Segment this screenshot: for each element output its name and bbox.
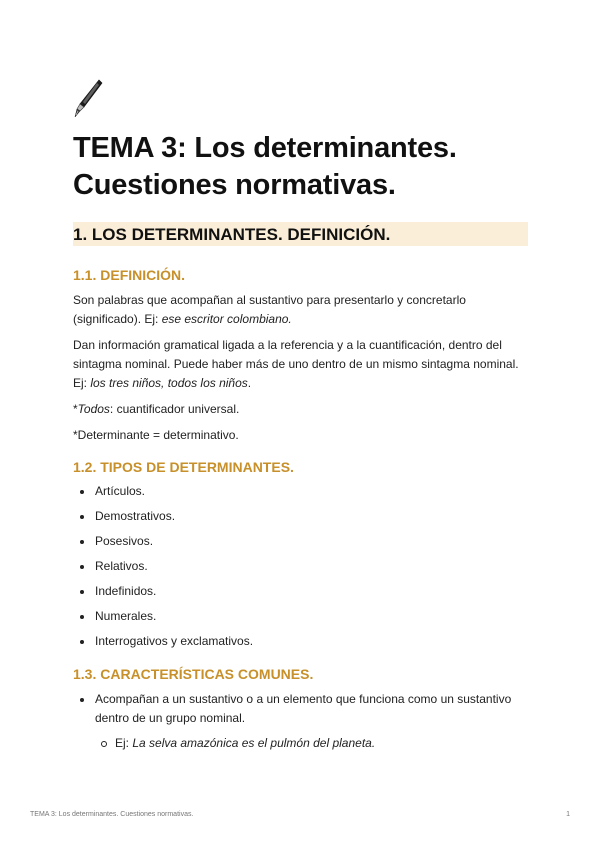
- page-content: [73, 78, 528, 753]
- subsection-heading-definicion: 1.1. DEFINICIÓN.: [73, 267, 186, 283]
- definition-paragraph-2: [73, 336, 528, 393]
- title-line-1: TEMA 3: Los determinantes.: [73, 132, 457, 164]
- list-item: Acompañan a un sustantivo o a un elemento que funciona como un sustantivo dentro de un grupo nominal.: [73, 690, 528, 728]
- title-line-2: Cuestiones normativas.: [73, 169, 396, 201]
- list-item: Artículos.: [73, 482, 528, 501]
- pen-icon: [73, 78, 103, 120]
- paragraph-end: .: [247, 376, 252, 390]
- sub-list-item: [73, 734, 528, 753]
- subsection-heading-caracteristicas: 1.3. CARACTERÍSTICAS COMUNES.: [73, 666, 314, 682]
- note-prefix: *: [73, 402, 78, 416]
- section-heading: 1. LOS DETERMINANTES. DEFINICIÓN.: [73, 222, 528, 246]
- page-footer: [30, 811, 570, 818]
- example-text: ese escritor colombiano.: [161, 312, 292, 326]
- note-emphasis: Todos: [77, 402, 110, 416]
- page-title: [73, 130, 528, 204]
- paragraph-text: Dan información gramatical ligada a la referencia y a la cuantificación, dentro del sintagma nominal. Puede haber más de uno dentro de un mismo sintagma nominal. Ej:: [73, 338, 519, 390]
- example-text: los tres niños, todos los niños: [90, 376, 248, 390]
- footer-title: TEMA 3: Los determinantes. Cuestiones normativas.: [30, 811, 194, 818]
- subsection-heading-tipos: 1.2. TIPOS DE DETERMINANTES.: [73, 459, 294, 475]
- list-item: Indefinidos.: [73, 582, 528, 601]
- page-number: 1: [566, 811, 570, 818]
- list-item: Demostrativos.: [73, 507, 528, 526]
- characteristics-sublist: [73, 734, 528, 753]
- example-prefix: Ej:: [115, 736, 133, 750]
- paragraph-text: Son palabras que acompañan al sustantivo para presentarlo y concretarlo (significado). Ej:: [73, 293, 466, 326]
- note-determinativo: *Determinante = determinativo.: [73, 428, 239, 442]
- note-text: : cuantificador universal.: [109, 402, 240, 416]
- definition-paragraph-1: [73, 291, 528, 329]
- list-item: Interrogativos y exclamativos.: [73, 632, 528, 651]
- list-item: Numerales.: [73, 607, 528, 626]
- list-item: Relativos.: [73, 557, 528, 576]
- note-todos: [73, 400, 528, 419]
- example-text: La selva amazónica es el pulmón del planeta.: [132, 736, 376, 750]
- characteristics-list: [73, 690, 528, 728]
- list-item: Posesivos.: [73, 532, 528, 551]
- types-list: [73, 482, 528, 651]
